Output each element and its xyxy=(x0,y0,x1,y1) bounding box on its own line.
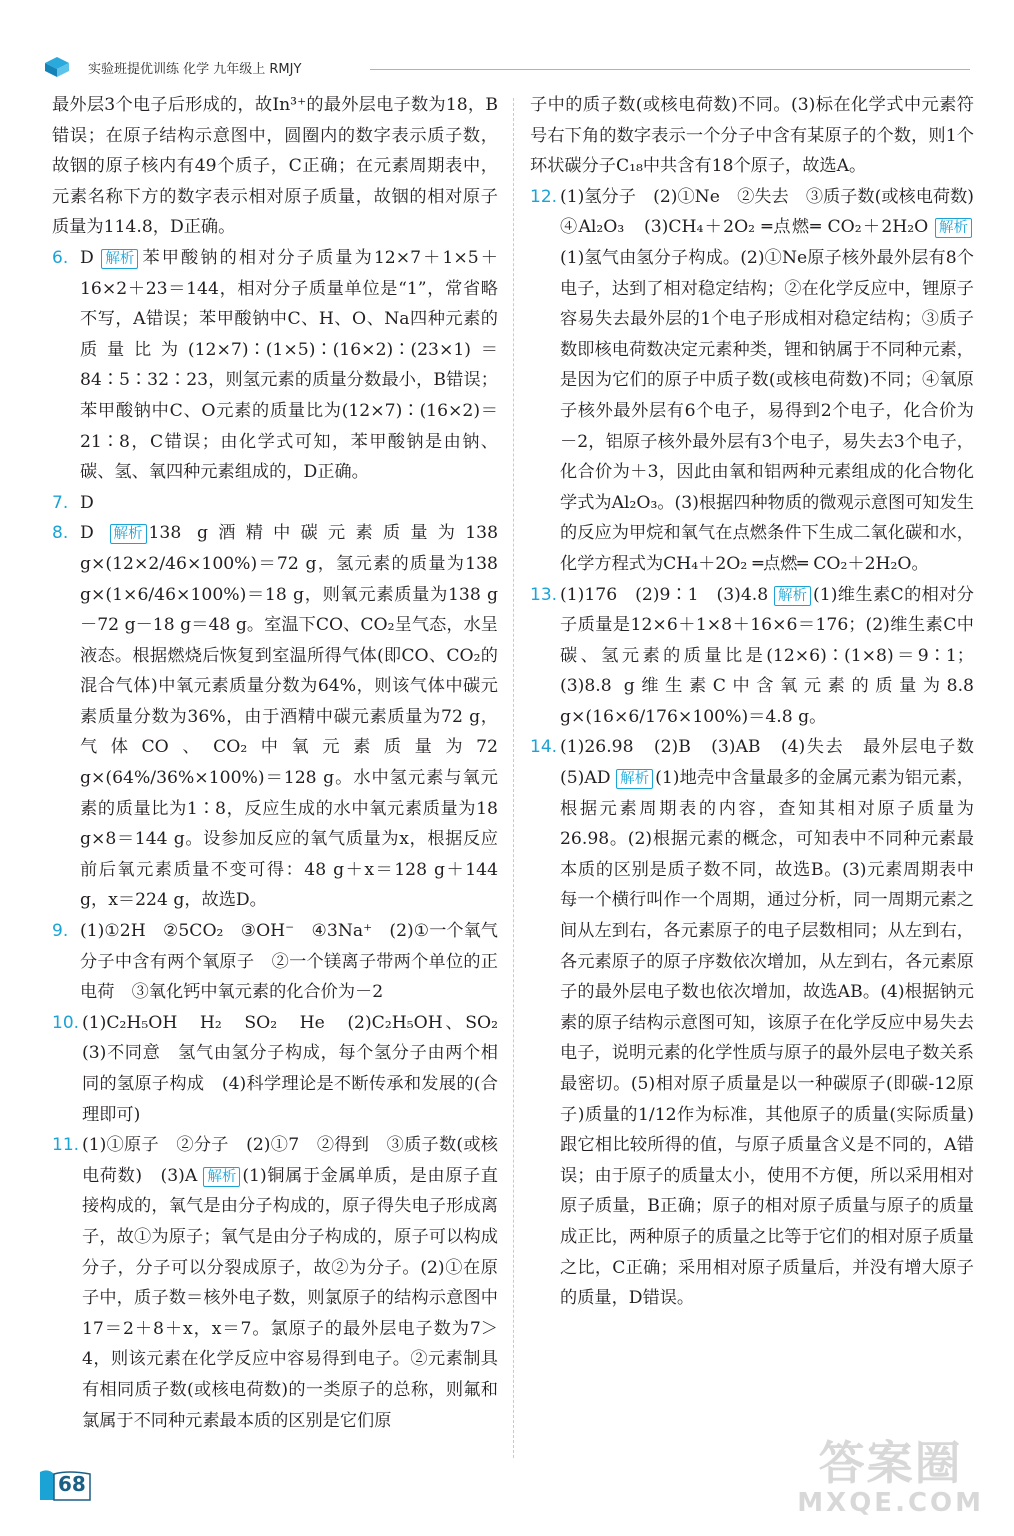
analysis-tag: 解析 xyxy=(616,769,653,789)
answer-text: (1)176 (2)9∶1 (3)4.8 xyxy=(560,584,769,605)
question-number: 14. xyxy=(530,737,558,758)
answer-text: (1)26.98 (2)B (3)AB (4)失去 最外层电子数 (5)AD xyxy=(560,737,992,789)
analysis-text: (1)氢气由氢分子构成。(2)①Ne原子核外最外层有8个电子，达到了相对稳定结构；②在化学反应中，锂原子容易失去最外层的1个电子形成相对稳定结构；③质子数即核电荷数决定元素种类，锂和钠属于不同种元素，是因为它们的原子中质子数(或核电荷数)不同；④氧原子核外最外层有6个电子，易得到2个电子，化合价为－2，铝原子核外最外层有3个电子，易失去3个电子，化合价为＋3，因此由氧和铝两种元素组成的化合物化学式为Al₂O₃。(3)根据四种物质的微观示意图可知发生的反应为甲烷和氧气在点燃条件下生成二氧化碳和水，化学方程式为CH₄＋2O₂ ═点燃═ CO₂＋2H₂O。 xyxy=(560,247,974,574)
analysis-tag: 解析 xyxy=(935,218,972,238)
answer-item-13 xyxy=(530,580,974,733)
answer-item-6 xyxy=(52,243,498,488)
analysis-tag: 解析 xyxy=(101,249,138,269)
right-column xyxy=(530,90,992,1314)
analysis-text: 138 g酒精中碳元素质量为138 g×(12×2/46×100%)＝72 g，氢元素的质量为138 g×(1×6/46×100%)＝18 g，则氧元素质量为138 g－72 g－18 g＝48 g。室温下CO、CO₂呈气态，水呈液态。根据燃烧后恢复到室温所得气体(即CO、CO₂的混合气体)中氧元素质量分数为64%，则该气体中碳元素质量分数为36%，由于酒精中碳元素质量为72 g，气体CO、CO₂中氧元素质量为72 g×(64%/36%×100%)＝128 g。水中氢元素与氧元素的质量比为1∶8，反应生成的水中氧元素质量为18 g×8＝144 g。设参加反应的氧气质量为x，根据反应前后氧元素质量不变可得：48 g＋x＝128 g＋144 g，x＝224 g，故选D。 xyxy=(80,523,499,911)
question-number: 12. xyxy=(530,186,558,207)
question-number: 11. xyxy=(52,1135,80,1156)
question-number: 8. xyxy=(52,523,69,544)
answer-text: (1)①原子 ②分子 (2)①7 ②得到 ③质子数(或核电荷数) (3)A xyxy=(82,1135,498,1186)
intro-text: 子中的质子数(或核电荷数)不同。(3)标在化学式中元素符号右下角的数字表示一个分子中含有某原子的个数，则1个环状碳分子C₁₈中共含有18个原子，故选A。 xyxy=(530,95,974,177)
answer-text: D xyxy=(80,523,94,544)
answer-item-8 xyxy=(52,518,498,916)
answer-text: D xyxy=(80,492,94,513)
analysis-text: (1)地壳中含量最多的金属元素为铝元素，根据元素周期表的内容，查知其相对原子质量为26.98。(2)根据元素的概念，可知表中不同种元素最本质的区别是质子数不同，故选B。(3)元素周期表中每一个横行叫作一个周期，通过分析，同一周期元素之间从左到右，各元素原子的电子层数相同；从左到右，各元素原子的原子序数依次增加，从左到右，各元素原子的最外层电子数也依次增加，故选AB。(4)根据钠元素的原子结构示意图可知，该原子在化学反应中易失去电子，说明元素的化学性质与原子的最外层电子数关系最密切。(5)相对原子质量是以一种碳原子(即碳-12原子)质量的1/12作为标准，其他原子的质量(实际质量)跟它相比较所得的值，与原子质量含义是不同的，A错误；由于原子的质量太小，使用不方便，所以采用相对原子质量，B正确；原子的相对原子质量与原子的质量成正比，两种原子的质量之比等于它们的相对原子质量之比，C正确；采用相对原子质量后，并没有增大原子的质量，D错误。 xyxy=(560,768,974,1309)
answer-text: (1)①2H ②5CO₂ ③OH⁻ ④3Na⁺ (2)①一个氧气分子中含有两个氧原子 ②一个镁离子带两个单位的正电荷 ③氧化钙中氧元素的化合价为－2 xyxy=(80,921,498,1003)
answer-text: (1)C₂H₅OH H₂ SO₂ He (2)C₂H₅OH、SO₂ (3)不同意 氢气由氢分子构成，每个氢分子由两个相同的氢原子构成 (4)科学理论是不断传承和发展的(合理即可) xyxy=(82,1012,516,1125)
analysis-text: (1)铜属于金属单质，是由原子直接构成的，氧气是由分子构成的，原子得失电子形成离子，故①为原子；氧气是由分子构成的，原子可以构成分子，分子可以分裂成原子，故②为分子。(2)①在原子中，质子数＝核外电子数，则氯原子的结构示意图中17＝2＋8＋x，x＝7。氯原子的最外层电子数为7＞4，则该元素在化学反应中容易得到电子。②元素制具有相同质子数(或核电荷数)的一类原子的总称，则氟和氯属于不同种元素最本质的区别是它们原 xyxy=(82,1165,498,1431)
watermark-url: MXQE.COM xyxy=(797,1488,984,1518)
analysis-tag: 解析 xyxy=(110,524,147,544)
answer-item-10 xyxy=(52,1008,516,1130)
answer-text: D xyxy=(80,247,94,268)
page-number: 68 xyxy=(58,1472,86,1496)
analysis-tag: 解析 xyxy=(774,586,811,606)
question-number: 7. xyxy=(52,492,69,513)
watermark xyxy=(797,1438,984,1518)
analysis-tag: 解析 xyxy=(203,1167,240,1187)
book-logo-icon xyxy=(44,56,70,78)
question-number: 6. xyxy=(52,247,69,268)
column-divider xyxy=(513,98,514,1458)
answer-item-9 xyxy=(52,916,498,1008)
header-rule xyxy=(370,69,970,70)
analysis-text: 苯甲酸钠的相对分子质量为12×7＋1×5＋16×2＋23＝144，相对分子质量单位是“1”，常省略不写，A错误；苯甲酸钠中C、H、O、Na四种元素的质量比为(12×7)∶(1×5)∶(16×2)∶(23×1)＝84∶5∶32∶23，则氢元素的质量分数最小，B错误；苯甲酸钠中C、O元素的质量比为(12×7)∶(16×2)＝21∶8，C错误；由化学式可知，苯甲酸钠是由钠、碳、氢、氧四种元素组成的，D正确。 xyxy=(80,247,498,483)
question-number: 13. xyxy=(530,584,558,605)
question-number: 9. xyxy=(52,921,69,942)
answer-item-11 xyxy=(52,1130,498,1436)
left-column xyxy=(52,90,516,1436)
answer-item-7 xyxy=(52,488,498,519)
answer-item-14 xyxy=(530,732,992,1313)
analysis-text: (1)维生素C的相对分子质量是12×6＋1×8＋16×6＝176；(2)维生素C中碳、氢元素的质量比是(12×6)∶(1×8)＝9∶1；(3)8.8 g维生素C中含氧元素的质量为8.8 g×(16×6/176×100%)＝4.8 g。 xyxy=(560,584,974,727)
question-number: 10. xyxy=(52,1012,80,1033)
book-title: 实验班提优训练 化学 九年级上 RMJY xyxy=(88,62,302,77)
intro-text: 最外层3个电子后形成的，故In³⁺的最外层电子数为18，B错误；在原子结构示意图中，圆圈内的数字表示质子数，故铟的原子核内有49个质子，C正确；在元素周期表中，元素名称下方的数字表示相对原子质量，故铟的相对原子质量为114.8，D正确。 xyxy=(52,95,498,238)
answer-text: (1)氢分子 (2)①Ne ②失去 ③质子数(或核电荷数) ④Al₂O₃ (3)CH₄＋2O₂ ═点燃═ CO₂＋2H₂O xyxy=(560,186,992,238)
page-header xyxy=(40,52,970,82)
answer-item-12 xyxy=(530,182,992,580)
watermark-main: 答案圈 xyxy=(818,1436,963,1490)
